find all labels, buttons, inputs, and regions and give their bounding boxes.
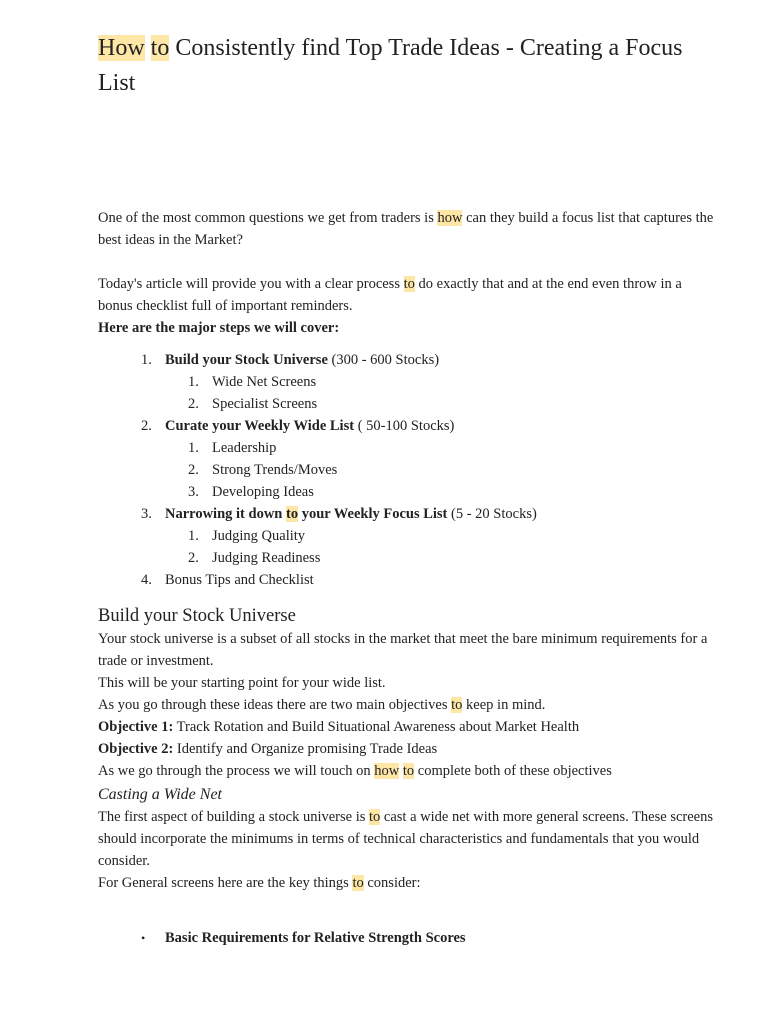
list-item: 3. Narrowing it down to your Weekly Focus List (5 - 20 Stocks) [141,506,537,522]
section-paragraph: This will be your starting point for your wide list. [98,675,386,691]
bullet-item: • Basic Requirements for Relative Strength Scores [141,927,466,949]
list-item: 4. Bonus Tips and Checklist [141,572,314,588]
list-item: 1. Judging Quality [188,528,306,544]
search-highlight: How [98,35,145,61]
list-item: 1. Leadership [188,440,277,456]
subsection-heading: Casting a Wide Net [98,786,222,803]
steps-heading: Here are the major steps we will cover: [98,320,340,336]
search-highlight: to [451,697,463,713]
list-item: 2. Specialist Screens [188,396,318,412]
search-highlight: to [369,809,381,825]
objective-2: Objective 2: Identify and Organize promising Trade Ideas [98,741,438,757]
bullet-icon: • [141,931,146,945]
search-highlight: to [403,276,415,292]
section-heading: Build your Stock Universe [98,606,296,626]
list-item: 1. Wide Net Screens [188,374,317,390]
intro-paragraph-1: One of the most common questions we get from traders is how can they build a focus list that captures the best ideas in the Market? [98,210,714,248]
search-highlight: to [352,875,364,891]
list-item: 1. Build your Stock Universe (300 - 600 Stocks) [141,352,440,368]
section-paragraph: As you go through these ideas there are two main objectives to keep in mind. [98,697,546,713]
list-item: 2. Judging Readiness [188,550,321,566]
section-paragraph: Your stock universe is a subset of all stocks in the market that meet the bare minimum requirements for a trade or investment. [98,631,708,669]
list-item: 3. Developing Ideas [188,484,314,500]
subsection-paragraph: For General screens here are the key things to consider: [98,875,421,891]
search-highlight: to [285,506,299,522]
subsection-paragraph: The first aspect of building a stock universe is to cast a wide net with more general screens. These screens should incorporate the minimums in terms of technical characteristics and fundamentals that you would consider. [98,809,713,869]
search-highlight: how [374,763,400,779]
search-highlight: to [402,763,415,779]
section-paragraph: As we go through the process we will touch on how to complete both of these objectives [98,763,612,779]
list-item: 2. Curate your Weekly Wide List ( 50-100 Stocks) [141,418,455,434]
list-item: 2. Strong Trends/Moves [188,462,338,478]
page-title: How to Consistently find Top Trade Ideas - Creating a Focus List [98,35,683,96]
objective-1: Objective 1: Track Rotation and Build Situational Awareness about Market Health [98,719,580,735]
search-highlight: how [437,210,463,226]
search-highlight: to [150,35,170,61]
intro-paragraph-2: Today's article will provide you with a clear process to do exactly that and at the end even throw in a bonus checklist full of important reminders. [98,276,682,314]
